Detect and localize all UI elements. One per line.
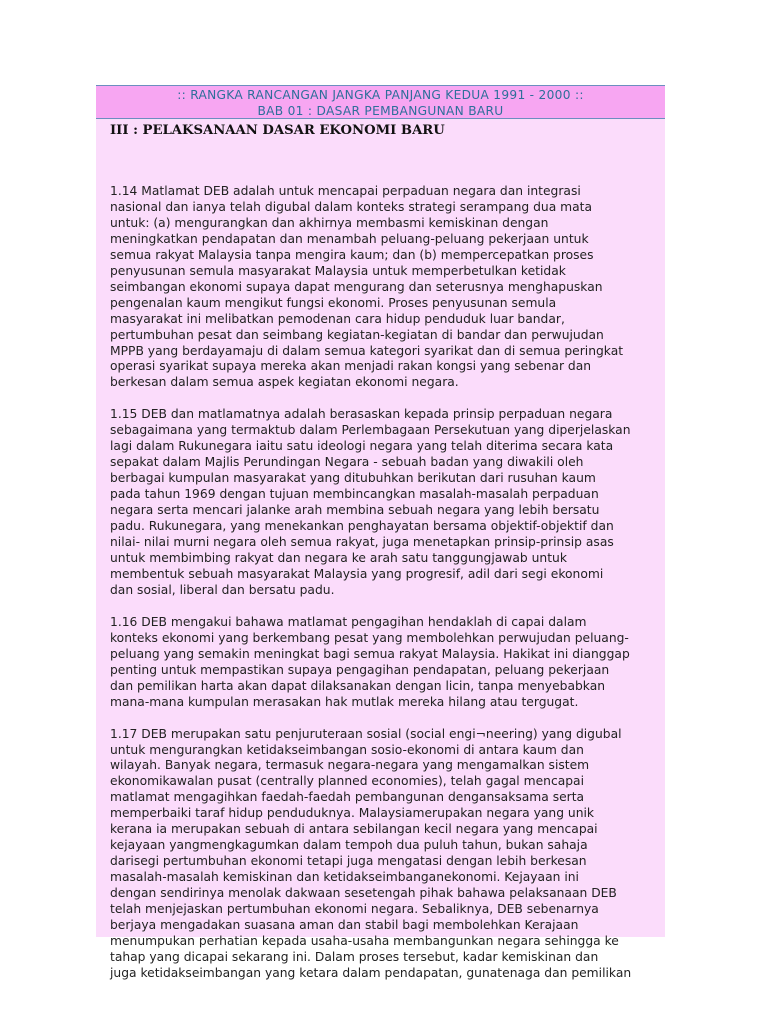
text-line: masalah-masalah kemiskinan dan ketidakseimbanganekonomi. Kejayaan ini [110,870,579,885]
text-line: untuk: (a) mengurangkan dan akhirnya membasmi kemiskinan dengan [110,215,549,230]
document-body [110,184,656,998]
text-line: masyarakat ini melibatkan pemodenan cara hidup penduduk luar bandar, [110,311,565,326]
paragraph [110,615,656,711]
text-line: 1.16 DEB mengakui bahawa matlamat pengagihan hendaklah di capai dalam [110,614,587,629]
text-line: berbagai kumpulan masyarakat yang ditubuhkan berikutan dari rusuhan kaum [110,471,596,486]
text-line: 1.15 DEB dan matlamatnya adalah berasaskan kepada prinsip perpaduan negara [110,407,613,422]
text-line: mana-mana kumpulan merasakan hak mutlak mereka hilang atau tergugat. [110,694,579,709]
text-line: peluang yang semakin meningkat bagi semua rakyat Malaysia. Hakikat ini dianggap [110,646,630,661]
text-line: penyusunan semula masyarakat Malaysia untuk memperbetulkan ketidak [110,263,566,278]
text-line: dan sosial, liberal dan bersatu padu. [110,582,335,597]
text-line: berkesan dalam semua aspek kegiatan ekonomi negara. [110,375,459,390]
text-line: MPPB yang berdayamaju di dalam semua kategori syarikat dan di semua peringkat [110,343,624,358]
text-line: padu. Rukunegara, yang menekankan penghayatan bersama objektif-objektif dan [110,519,614,534]
text-line: semua rakyat Malaysia tanpa mengira kaum; dan (b) mempercepatkan proses [110,247,594,262]
text-line: dan pemilikan harta akan dapat dilaksanakan dengan licin, tanpa menyebabkan [110,678,606,693]
text-line: meningkatkan pendapatan dan menambah peluang-peluang pekerjaan untuk [110,231,589,246]
text-line: negara serta mencari jalanke arah membina sebuah negara yang lebih bersatu [110,503,600,518]
text-line: pertumbuhan pesat dan seimbang kegiatan-kegiatan di bandar dan perwujudan [110,327,604,342]
paragraph [110,727,656,982]
text-line: berjaya mengadakan suasana aman dan stabil bagi membolehkan Kerajaan [110,917,579,932]
text-line: ekonomikawalan pusat (centrally planned economies), telah gagal mencapai [110,774,585,789]
document-header [96,85,665,119]
text-line: darisegi pertumbuhan ekonomi tetapi juga mengatasi dengan lebih berkesan [110,854,587,869]
text-line: kerana ia merupakan sebuah di antara sebilangan kecil negara yang mencapai [110,822,598,837]
text-line: 1.14 Matlamat DEB adalah untuk mencapai perpaduan negara dan integrasi [110,184,581,198]
text-line: lagi dalam Rukunegara iaitu satu ideologi negara yang telah diterima secara kata [110,439,614,454]
text-line: operasi syarikat supaya mereka akan menjadi rakan kongsi yang sebenar dan [110,359,592,374]
text-line: juga ketidakseimbangan yang ketara dalam pendapatan, gunatenaga dan pemilikan [110,965,632,980]
text-line: kejayaan yangmengkagumkan dalam tempoh dua puluh tahun, bukan sahaja [110,838,588,853]
text-line: sepakat dalam Majlis Perundingan Negara - sebuah badan yang diwakili oleh [110,455,584,470]
text-line: untuk mengurangkan ketidakseimbangan sosio-ekonomi di antara kaum dan [110,742,584,757]
header-title: :: RANGKA RANCANGAN JANGKA PANJANG KEDUA 1991 - 2000 :: [177,88,584,102]
text-line: penting untuk mempastikan supaya pengagihan pendapatan, peluang pekerjaan [110,662,610,677]
text-line: membentuk sebuah masyarakat Malaysia yang progresif, adil dari segi ekonomi [110,566,604,581]
text-line: dengan sendirinya menolak dakwaan sesetengah pihak bahawa pelaksanaan DEB [110,886,617,901]
text-line: untuk membimbing rakyat dan negara ke arah satu tanggungjawab untuk [110,550,567,565]
header-chapter: BAB 01 : DASAR PEMBANGUNAN BARU [257,104,504,118]
text-line: memperbaiki taraf hidup penduduknya. Malaysiamerupakan negara yang unik [110,806,595,821]
text-line: tahap yang dicapai sekarang ini. Dalam proses tersebut, kadar kemiskinan dan [110,949,599,964]
text-line: nasional dan ianya telah digubal dalam konteks strategi serampang dua mata [110,199,593,214]
text-line: matlamat mengagihkan faedah-faedah pembangunan dengansaksama serta [110,790,585,805]
text-line: pada tahun 1969 dengan tujuan membincangkan masalah-masalah perpaduan [110,487,599,502]
text-line: menumpukan perhatian kepada usaha-usaha membangunkan negara sehingga ke [110,933,619,948]
document-page [96,85,665,980]
text-line: pengenalan kaum mengikut fungsi ekonomi. Proses penyusunan semula [110,295,557,310]
text-line: seimbangan ekonomi supaya dapat mengurang dan seterusnya menghapuskan [110,279,603,294]
text-line: telah menjejaskan pertumbuhan ekonomi negara. Sebaliknya, DEB sebenarnya [110,902,599,917]
text-line: wilayah. Banyak negara, termasuk negara-negara yang mengamalkan sistem [110,758,590,773]
text-line: sebagaimana yang termaktub dalam Perlembagaan Persekutuan yang diperjelaskan [110,423,631,438]
text-line: nilai- nilai murni negara oleh semua rakyat, juga menetapkan prinsip-prinsip asas [110,535,614,550]
paragraph [110,407,656,598]
text-line: 1.17 DEB merupakan satu penjuruteraan sosial (social engi¬neering) yang digubal [110,726,622,741]
paragraph [110,184,656,391]
text-line: konteks ekonomi yang berkembang pesat yang membolehkan perwujudan peluang- [110,630,629,645]
section-heading: III : PELAKSANAAN DASAR EKONOMI BARU [110,123,445,138]
